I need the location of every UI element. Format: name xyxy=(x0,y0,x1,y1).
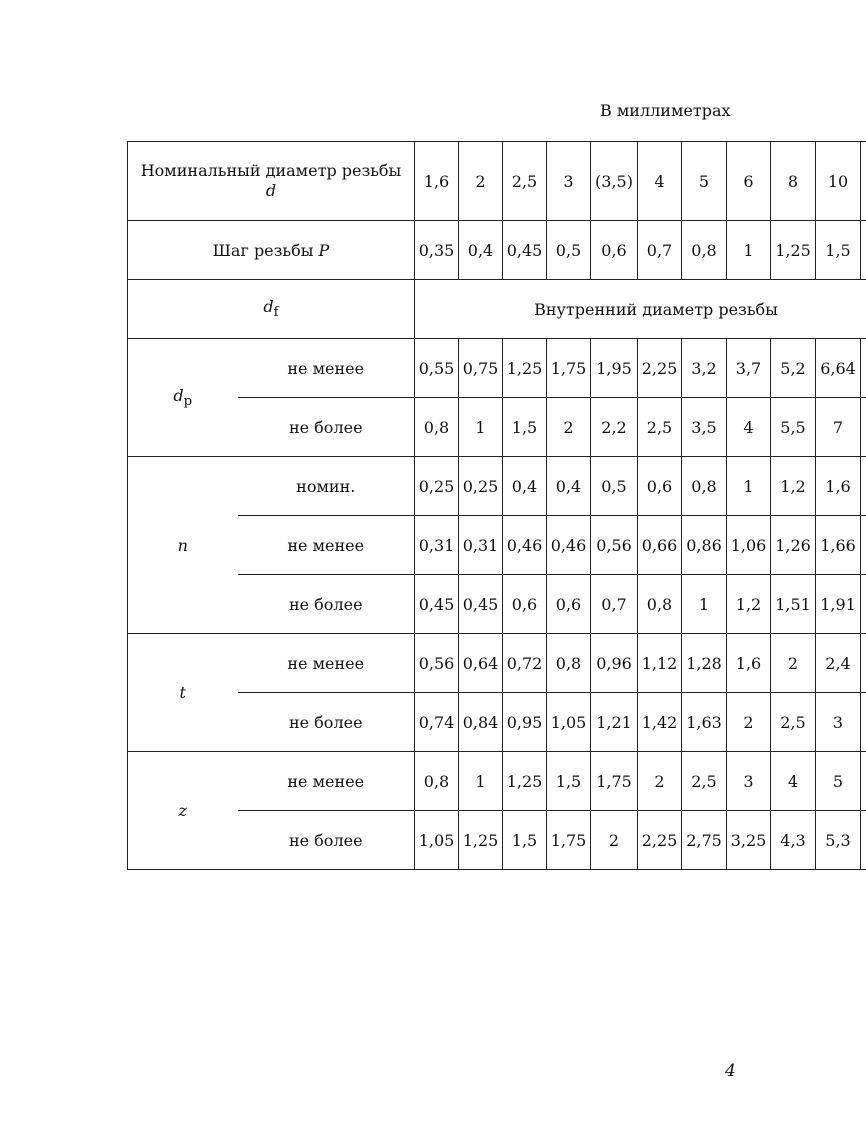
value-cell: 3 xyxy=(727,752,771,811)
row-label: не более xyxy=(238,811,415,870)
pitch-label-var: P xyxy=(318,240,330,260)
value-cell: 0,8 xyxy=(682,221,727,280)
value-cell: 1 xyxy=(682,575,727,634)
value-cell: 2,4 xyxy=(816,634,861,693)
t-row xyxy=(128,693,866,752)
value-cell: 1 xyxy=(727,457,771,516)
value-cell: 0,7 xyxy=(591,575,638,634)
value-cell: 5,5 xyxy=(771,398,816,457)
thread-dimensions-table xyxy=(127,141,866,870)
value-cell: 0,8 xyxy=(547,634,591,693)
value-cell: 0,5 xyxy=(591,457,638,516)
overflow-cell xyxy=(861,398,866,457)
value-cell: 1,2 xyxy=(771,457,816,516)
df-text-cell xyxy=(415,280,866,339)
row-label: номин. xyxy=(238,457,415,516)
value-cell: 1,42 xyxy=(638,693,682,752)
value-cell: 7 xyxy=(816,398,861,457)
overflow-cell xyxy=(861,575,866,634)
value-cell: 1,25 xyxy=(459,811,503,870)
value-cell: 0,46 xyxy=(503,516,547,575)
row-label: не менее xyxy=(238,752,415,811)
value-cell: 3,25 xyxy=(727,811,771,870)
value-cell: 0,84 xyxy=(459,693,503,752)
header-label-text: Номинальный диаметр резьбы xyxy=(140,161,402,180)
header-label-var: d xyxy=(265,181,277,200)
value-cell: 0,6 xyxy=(638,457,682,516)
value-cell: 1,6 xyxy=(816,457,861,516)
value-cell: 0,4 xyxy=(503,457,547,516)
value-cell: 0,8 xyxy=(682,457,727,516)
value-cell: 0,45 xyxy=(415,575,459,634)
value-cell: 1,51 xyxy=(771,575,816,634)
value-cell: 2,25 xyxy=(638,339,682,398)
pitch-label-text: Шаг резьбы xyxy=(212,240,319,260)
value-cell: 0,86 xyxy=(682,516,727,575)
dp-group-var: d xyxy=(173,385,184,405)
t-row xyxy=(128,634,866,693)
df-label-sub: f xyxy=(273,305,279,321)
value-cell: 1,6 xyxy=(727,634,771,693)
n-row xyxy=(128,516,866,575)
value-cell: 6 xyxy=(727,142,771,221)
value-cell: 3,7 xyxy=(727,339,771,398)
overflow-cell xyxy=(861,693,866,752)
value-cell: 1,75 xyxy=(547,339,591,398)
value-cell: 2,25 xyxy=(638,811,682,870)
value-cell: 0,25 xyxy=(415,457,459,516)
value-cell: 0,8 xyxy=(415,398,459,457)
value-cell: 4,3 xyxy=(771,811,816,870)
value-cell: 5,2 xyxy=(771,339,816,398)
value-cell: 0,31 xyxy=(415,516,459,575)
z-row xyxy=(128,811,866,870)
value-cell: 1,63 xyxy=(682,693,727,752)
z-group-var: z xyxy=(178,801,187,820)
value-cell: 0,4 xyxy=(459,221,503,280)
value-cell: 5 xyxy=(816,752,861,811)
value-cell: 1,75 xyxy=(547,811,591,870)
value-cell: 2 xyxy=(771,634,816,693)
df-text: Внутренний диаметр резьбы xyxy=(534,299,778,319)
value-cell: 0,6 xyxy=(591,221,638,280)
dp-row xyxy=(128,398,866,457)
value-cell: 8 xyxy=(771,142,816,221)
value-cell: 0,5 xyxy=(547,221,591,280)
value-cell: 0,8 xyxy=(638,575,682,634)
row-label: не более xyxy=(238,575,415,634)
page-number: 4 xyxy=(725,1061,736,1081)
df-label-var: d xyxy=(263,297,274,317)
value-cell: 1,5 xyxy=(503,811,547,870)
value-cell: 2,5 xyxy=(503,142,547,221)
value-cell: 0,46 xyxy=(547,516,591,575)
value-cell: 1,5 xyxy=(547,752,591,811)
value-cell: 1,75 xyxy=(591,752,638,811)
units-caption: В миллиметрах xyxy=(600,101,731,120)
value-cell: 3,2 xyxy=(682,339,727,398)
value-cell: 3 xyxy=(547,142,591,221)
value-cell: 1,5 xyxy=(503,398,547,457)
value-cell: 2,5 xyxy=(638,398,682,457)
t-group-label xyxy=(128,634,238,752)
value-cell: 6,64 xyxy=(816,339,861,398)
value-cell: 1,6 xyxy=(415,142,459,221)
value-cell: 4 xyxy=(771,752,816,811)
value-cell: 1,21 xyxy=(591,693,638,752)
value-cell: 2 xyxy=(591,811,638,870)
value-cell: 0,64 xyxy=(459,634,503,693)
n-group-var: n xyxy=(177,535,188,555)
value-cell: 0,6 xyxy=(547,575,591,634)
value-cell: (3,5) xyxy=(591,142,638,221)
value-cell: 0,72 xyxy=(503,634,547,693)
dp-group-sub: p xyxy=(183,394,193,410)
df-label-cell xyxy=(128,280,415,339)
value-cell: 1,91 xyxy=(816,575,861,634)
value-cell: 2,5 xyxy=(682,752,727,811)
value-cell: 3 xyxy=(816,693,861,752)
overflow-cell xyxy=(861,142,866,221)
value-cell: 1 xyxy=(459,398,503,457)
value-cell: 5 xyxy=(682,142,727,221)
value-cell: 1,2 xyxy=(727,575,771,634)
value-cell: 4 xyxy=(638,142,682,221)
n-group-label xyxy=(128,457,238,634)
value-cell: 10 xyxy=(816,142,861,221)
value-cell: 1,12 xyxy=(638,634,682,693)
table-body xyxy=(128,142,866,870)
value-cell: 1,26 xyxy=(771,516,816,575)
row-label: не менее xyxy=(238,339,415,398)
dp-group-label xyxy=(128,339,238,457)
header-row xyxy=(128,142,866,221)
z-group-label xyxy=(128,752,238,870)
n-row xyxy=(128,575,866,634)
value-cell: 1,25 xyxy=(771,221,816,280)
value-cell: 2 xyxy=(547,398,591,457)
value-cell: 0,6 xyxy=(503,575,547,634)
overflow-cell xyxy=(861,634,866,693)
value-cell: 1,05 xyxy=(415,811,459,870)
value-cell: 1,66 xyxy=(816,516,861,575)
value-cell: 0,55 xyxy=(415,339,459,398)
value-cell: 1,05 xyxy=(547,693,591,752)
dp-row xyxy=(128,339,866,398)
overflow-cell xyxy=(861,457,866,516)
value-cell: 1,06 xyxy=(727,516,771,575)
header-label-cell xyxy=(128,142,415,221)
value-cell: 1,5 xyxy=(816,221,861,280)
value-cell: 0,8 xyxy=(415,752,459,811)
value-cell: 2,5 xyxy=(771,693,816,752)
value-cell: 0,74 xyxy=(415,693,459,752)
value-cell: 1,25 xyxy=(503,339,547,398)
row-label: не более xyxy=(238,398,415,457)
pitch-row xyxy=(128,221,866,280)
value-cell: 0,66 xyxy=(638,516,682,575)
value-cell: 2,75 xyxy=(682,811,727,870)
row-label: не менее xyxy=(238,634,415,693)
overflow-cell xyxy=(861,339,866,398)
n-row xyxy=(128,457,866,516)
value-cell: 2 xyxy=(459,142,503,221)
value-cell: 2 xyxy=(638,752,682,811)
overflow-cell xyxy=(861,516,866,575)
pitch-label-cell xyxy=(128,221,415,280)
value-cell: 0,45 xyxy=(459,575,503,634)
value-cell: 2,2 xyxy=(591,398,638,457)
value-cell: 0,96 xyxy=(591,634,638,693)
z-row xyxy=(128,752,866,811)
value-cell: 0,31 xyxy=(459,516,503,575)
value-cell: 2 xyxy=(727,693,771,752)
row-label: не менее xyxy=(238,516,415,575)
value-cell: 5,3 xyxy=(816,811,861,870)
value-cell: 0,95 xyxy=(503,693,547,752)
value-cell: 1 xyxy=(727,221,771,280)
t-group-var: t xyxy=(179,683,186,702)
value-cell: 0,25 xyxy=(459,457,503,516)
value-cell: 0,75 xyxy=(459,339,503,398)
value-cell: 0,4 xyxy=(547,457,591,516)
value-cell: 0,56 xyxy=(591,516,638,575)
df-row xyxy=(128,280,866,339)
value-cell: 0,45 xyxy=(503,221,547,280)
overflow-cell xyxy=(861,752,866,811)
value-cell: 3,5 xyxy=(682,398,727,457)
overflow-cell xyxy=(861,221,866,280)
overflow-cell xyxy=(861,811,866,870)
value-cell: 0,56 xyxy=(415,634,459,693)
value-cell: 4 xyxy=(727,398,771,457)
row-label: не более xyxy=(238,693,415,752)
value-cell: 0,35 xyxy=(415,221,459,280)
value-cell: 1,25 xyxy=(503,752,547,811)
value-cell: 1,95 xyxy=(591,339,638,398)
value-cell: 0,7 xyxy=(638,221,682,280)
value-cell: 1,28 xyxy=(682,634,727,693)
value-cell: 1 xyxy=(459,752,503,811)
